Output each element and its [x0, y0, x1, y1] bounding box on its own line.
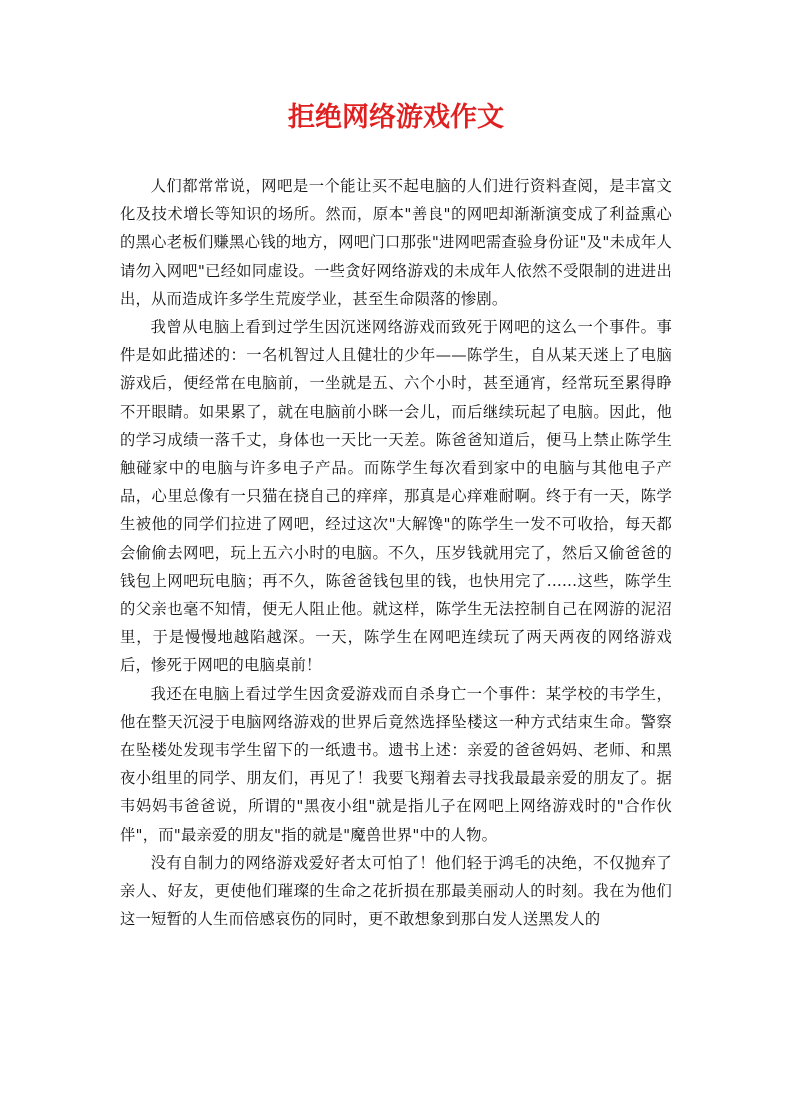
paragraph-3: 我还在电脑上看过学生因贪爱游戏而自杀身亡一个事件：某学校的韦学生，他在整天沉浸于电脑网络游戏的世界后竟然选择坠楼这一种方式结束生命。警察在坠楼处发现韦学生留下的一纸遗书。遗书上述：亲爱的爸爸妈妈、老师、和黑夜小组里的同学、朋友们，再见了！我要飞翔着去寻找我最最亲爱的朋友了。据韦妈妈韦爸爸说，所谓的"黑夜小组"就是指儿子在网吧上网络游戏时的"合作伙伴"，而"最亲爱的朋友"指的就是"魔兽世界"中的人物。 — [120, 684, 672, 844]
paragraph-4: 没有自制力的网络游戏爱好者太可怕了！他们轻于鸿毛的决绝，不仅抛弃了亲人、好友，更使他们璀璨的生命之花折损在那最美丽动人的时刻。我在为他们这一短暂的人生而倍感哀伤的同时，更不敢想象到那白发人送黑发人的 — [120, 853, 672, 929]
document-body — [120, 172, 672, 933]
document-title: 拒绝网络游戏作文 — [288, 102, 504, 133]
paragraph-1: 人们都常常说，网吧是一个能让买不起电脑的人们进行资料查阅，是丰富文化及技术增长等知识的场所。然而，原本"善良"的网吧却渐渐演变成了利益熏心的黑心老板们赚黑心钱的地方，网吧门口那张"进网吧需查验身份证"及"未成年人请勿入网吧"已经如同虚设。一些贪好网络游戏的未成年人依然不受限制的进进出出，从而造成许多学生荒废学业，甚至生命陨落的惨剧。 — [120, 177, 672, 308]
paragraph-2: 我曾从电脑上看到过学生因沉迷网络游戏而致死于网吧的这么一个事件。事件是如此描述的：一名机智过人且健壮的少年——陈学生，自从某天迷上了电脑游戏后，便经常在电脑前，一坐就是五、六个小时，甚至通宵，经常玩至累得睁不开眼睛。如果累了，就在电脑前小眯一会儿，而后继续玩起了电脑。因此，他的学习成绩一落千丈，身体也一天比一天差。陈爸爸知道后，便马上禁止陈学生触碰家中的电脑与许多电子产品。而陈学生每次看到家中的电脑与其他电子产品，心里总像有一只猫在挠自己的痒痒，那真是心痒难耐啊。终于有一天，陈学生被他的同学们拉进了网吧，经过这次"大解馋"的陈学生一发不可收拾，每天都会偷偷去网吧，玩上五六小时的电脑。不久，压岁钱就用完了，然后又偷爸爸的钱包上网吧玩电脑；再不久，陈爸爸钱包里的钱，也快用完了......这些，陈学生的父亲也毫不知情，便无人阻止他。就这样，陈学生无法控制自己在网游的泥沼里，于是慢慢地越陷越深。一天，陈学生在网吧连续玩了两天两夜的网络游戏后，惨死于网吧的电脑桌前！ — [120, 318, 672, 675]
